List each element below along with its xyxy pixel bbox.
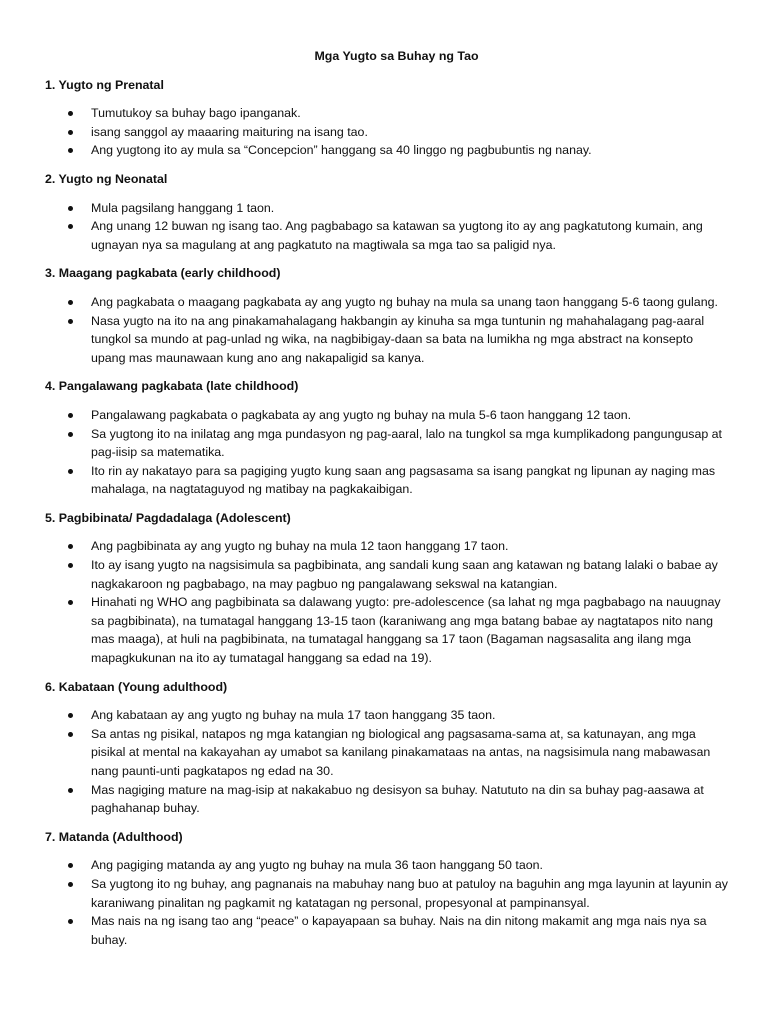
list-item — [45, 912, 728, 949]
bullet-dot-icon — [68, 919, 73, 924]
bullet-dot-icon — [68, 319, 73, 324]
bullet-list — [45, 537, 728, 667]
document-title: Mga Yugto sa Buhay ng Tao — [314, 49, 479, 63]
section-4 — [45, 377, 728, 499]
bullet-list — [45, 856, 728, 949]
list-item — [45, 123, 728, 142]
list-item-text: Ang pagbibinata ay ang yugto ng buhay na mula 12 taon hanggang 17 taon. — [91, 539, 509, 554]
section-1 — [45, 76, 728, 160]
bullet-list — [45, 199, 728, 255]
bullet-dot-icon — [68, 600, 73, 605]
section-heading: 1. Yugto ng Prenatal — [45, 77, 164, 92]
bullet-dot-icon — [68, 882, 73, 887]
list-item — [45, 781, 728, 818]
bullet-dot-icon — [68, 732, 73, 737]
bullet-dot-icon — [68, 432, 73, 437]
bullet-dot-icon — [68, 863, 73, 868]
section-heading: 4. Pangalawang pagkabata (late childhood) — [45, 379, 299, 394]
list-item-text: Sa yugtong ito na inilatag ang mga pundasyon ng pag-aaral, lalo na tungkol sa mga kumplikadong pangungusap at pag-iisip sa matematika. — [91, 426, 722, 460]
section-6 — [45, 678, 728, 818]
section-2 — [45, 170, 728, 254]
bullet-dot-icon — [68, 563, 73, 568]
list-item-text: Pangalawang pagkabata o pagkabata ay ang yugto ng buhay na mula 5-6 taon hanggang 12 taon. — [91, 407, 632, 422]
list-item — [45, 856, 728, 875]
list-item-text: Mas nagiging mature na mag-isip at nakakabuo ng desisyon sa buhay. Natututo na din sa buhay pag-aasawa at paghahanap buhay. — [91, 782, 704, 816]
list-item — [45, 199, 728, 218]
section-5 — [45, 509, 728, 668]
list-item-text: Mula pagsilang hanggang 1 taon. — [91, 200, 275, 215]
bullet-dot-icon — [68, 224, 73, 229]
sections-container — [45, 76, 728, 950]
bullet-dot-icon — [68, 206, 73, 211]
section-heading: 5. Pagbibinata/ Pagdadalaga (Adolescent) — [45, 510, 291, 525]
list-item-text: Ang unang 12 buwan ng isang tao. Ang pagbabago sa katawan sa yugtong ito ay ang pagkatutong kumain, ang ugnayan nya sa magulang at ang pagkatuto na magtiwala sa mga tao sa paligid nya. — [91, 219, 703, 252]
list-item-text: Mas nais na ng isang tao ang “peace” o kapayapaan sa buhay. Nais na din nitong makamit ang mga nais nya sa buhay. — [91, 914, 707, 947]
list-item-text: Ang pagiging matanda ay ang yugto ng buhay na mula 36 taon hanggang 50 taon. — [91, 858, 543, 873]
section-heading: 7. Matanda (Adulthood) — [45, 829, 183, 844]
section-heading: 2. Yugto ng Neonatal — [45, 171, 168, 186]
list-item — [45, 312, 728, 368]
section-heading: 6. Kabataan (Young adulthood) — [45, 679, 228, 694]
list-item-text: Nasa yugto na ito na ang pinakamahalagang hakbangin ay kinuha sa mga tuntunin ng mahahalagang pag-aaral tungkol sa mundo at pag-unlad ng wika, na nagbibigay-daan sa bata na lumikha ng mga abstract na konsepto upang mas maunawaan kung ano ang nakapaligid sa kanya. — [91, 313, 705, 365]
list-item-text: Ang pagkabata o maagang pagkabata ay ang yugto ng buhay na mula sa unang taon hanggang 5-6 taong gulang. — [91, 294, 718, 309]
list-item — [45, 462, 728, 499]
list-item — [45, 406, 728, 425]
list-item-text: isang sanggol ay maaaring maituring na isang tao. — [91, 124, 368, 139]
bullet-dot-icon — [68, 413, 73, 418]
list-item — [45, 593, 728, 667]
list-item — [45, 706, 728, 725]
bullet-list — [45, 406, 728, 499]
list-item — [45, 725, 728, 781]
section-3 — [45, 264, 728, 367]
bullet-dot-icon — [68, 130, 73, 135]
list-item — [45, 104, 728, 123]
list-item-text: Hinahati ng WHO ang pagbibinata sa dalawang yugto: pre-adolescence (sa lahat ng mga pagbabago na nauugnay sa pagbibinata), na tumatagal hanggang 13-15 taon (karaniwang ang mga batang babae ay nagtatapos nito nang mas maaga), at huli na pagbibinata, na tumatagal hanggang sa 17 taon (Bagaman nagsasalita ang ilang mga mapagkukunan na ito ay tumatagal hanggang sa edad na 19). — [91, 595, 721, 666]
bullet-list — [45, 706, 728, 818]
list-item-text: Ito ay isang yugto na nagsisimula sa pagbibinata, ang sandali kung saan ang katawan ng batang lalaki o babae ay nagkakaroon ng pagbabago, na may pagbuo ng pangalawang sekswal na katangian. — [91, 558, 718, 591]
list-item — [45, 425, 728, 462]
bullet-dot-icon — [68, 148, 73, 153]
list-item-text: Ang yugtong ito ay mula sa “Concepcion” hanggang sa 40 linggo ng pagbubuntis ng nanay. — [91, 143, 592, 158]
list-item — [45, 141, 728, 160]
list-item — [45, 217, 728, 254]
bullet-dot-icon — [68, 300, 73, 305]
section-7 — [45, 828, 728, 950]
list-item-text: Ito rin ay nakatayo para sa pagiging yugto kung saan ang pagsasama sa isang pangkat ng lipunan ay naging mas mahalaga, na nagtataguyod ng matibay na pagkakaibigan. — [91, 463, 716, 497]
list-item-text: Tumutukoy sa buhay bago ipanganak. — [91, 106, 301, 121]
section-heading: 3. Maagang pagkabata (early childhood) — [45, 266, 281, 281]
bullet-dot-icon — [68, 469, 73, 474]
bullet-dot-icon — [68, 111, 73, 116]
list-item-text: Ang kabataan ay ang yugto ng buhay na mula 17 taon hanggang 35 taon. — [91, 708, 496, 723]
list-item-text: Sa antas ng pisikal, natapos ng mga katangian ng biological ang pagsasama-sama at, sa katunayan, ang mga pisikal at mental na kakayahan ay umabot sa kanilang pinakamataas na antas, na nagsisimula nang mabawasan nang paunti-unti pagkatapos ng edad na 30. — [91, 726, 711, 778]
list-item — [45, 875, 728, 912]
list-item — [45, 293, 728, 312]
list-item — [45, 537, 728, 556]
bullet-list — [45, 104, 728, 160]
bullet-dot-icon — [68, 788, 73, 793]
bullet-dot-icon — [68, 544, 73, 549]
bullet-dot-icon — [68, 713, 73, 718]
list-item — [45, 556, 728, 593]
bullet-list — [45, 293, 728, 367]
list-item-text: Sa yugtong ito ng buhay, ang pagnanais na mabuhay nang buo at patuloy na baguhin ang mga layunin at layunin ay karaniwang pinalitan ng pagkamit ng katatagan ng personal, propesyonal at pampinansyal. — [91, 876, 728, 910]
